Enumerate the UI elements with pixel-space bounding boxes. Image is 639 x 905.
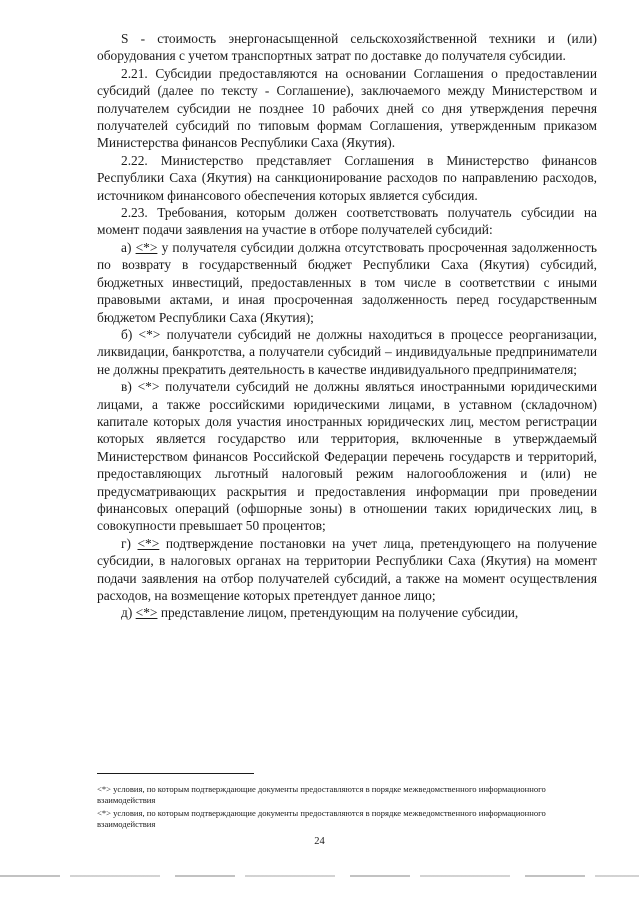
item-v-prefix: в) <box>121 379 132 395</box>
document-body <box>97 30 597 622</box>
paragraph-2-21: 2.21. Субсидии предоставляются на основании Соглашения о предоставлении субсидий (далее по тексту - Соглашение), заключаемого между Министерством и получателем субсидии не позднее 10 рабочих дней со дня утверждения перечня получателей субсидий по типовым формам Соглашения, утвержденным приказом Министерства финансов Республики Саха (Якутия). <box>97 65 597 151</box>
footnote-1: <*> условия, по которым подтверждающие документы предоставляются в порядке межведомственного информационного взаимодействия <box>97 784 546 806</box>
list-item-g <box>97 535 597 605</box>
footnote-ref-v: <*> <box>137 379 160 395</box>
footnote-ref-b: <*> <box>138 326 161 342</box>
paragraph-cost-definition: S - стоимость энергонасыщенной сельскохозяйственной техники и (или) оборудования с учетом транспортных затрат по доставке до получателя субсидии. <box>97 31 597 64</box>
item-a-text: у получателя субсидии должна отсутствовать просроченная задолженность по возврату в государственный бюджет Республики Саха (Якутия) субсидий, бюджетных инвестиций, предоставленных в том числе в соответствии с иными правовыми актами, и иная просроченная задолженность перед государственным бюджетом Республики Саха (Якутия); <box>97 239 597 325</box>
item-b-text: получатели субсидий не должны находиться в процессе реорганизации, ликвидации, банкротства, а получатели субсидий – индивидуальные предприниматели не должны прекратить деятельность в качестве индивидуального предпринимателя; <box>97 326 598 377</box>
item-d-text: представление лицом, претендующим на получение субсидии, <box>160 605 519 621</box>
list-item-b <box>97 326 597 378</box>
footnote-divider <box>97 773 254 774</box>
paragraph-2-23: 2.23. Требования, которым должен соответствовать получатель субсидии на момент подачи заявления на участие в отборе получателей субсидий: <box>97 205 597 238</box>
list-item-a <box>97 239 597 326</box>
footnote-ref-a[interactable]: <*> <box>135 239 158 255</box>
list-item-d <box>97 604 597 621</box>
footnote-ref-g[interactable]: <*> <box>137 535 160 551</box>
footnote-2: <*> условия, по которым подтверждающие документы предоставляются в порядке межведомственного информационного взаимодействия <box>97 807 546 830</box>
list-item-v <box>97 378 597 535</box>
item-v-text: получатели субсидий не должны являться иностранными юридическими лицами, а также российскими юридическими лицами, в уставном (складочном) капитале которых доля участия иностранных юридических лиц, местом регистрации которых является государство или территория, включенные в утверждаемый Министерством финансов Российской Федерации перечень государств и территорий, предоставляющих льготный налоговый режим налогообложения и (или) не предусматривающих раскрытия и предоставления информации при проведении финансовых операций (офшорные зоны) в отношении таких юридических лиц, в совокупности превышает 50 процентов; <box>97 379 597 534</box>
scan-edge-divider <box>0 875 639 877</box>
item-g-prefix: г) <box>121 535 131 551</box>
item-a-prefix: а) <box>121 239 132 255</box>
page-number: 24 <box>314 836 325 847</box>
item-g-text: подтверждение постановки на учет лица, претендующего на получение субсидии, в налоговых органах на территории Республики Саха (Якутия) на момент подачи заявления на отбор получателей субсидий, а также на момент осуществления расходов, на возмещение которых претендует данное лицо; <box>97 535 597 603</box>
item-d-prefix: д) <box>121 605 133 621</box>
footnote-ref-d[interactable]: <*> <box>135 605 158 621</box>
item-b-prefix: б) <box>121 326 133 342</box>
footnotes <box>97 784 597 832</box>
paragraph-2-22: 2.22. Министерство представляет Соглашения в Министерство финансов Республики Саха (Якутия) на санкционирование расходов по направлению расходов, источником финансового обеспечения которых является субсидия. <box>97 152 597 203</box>
